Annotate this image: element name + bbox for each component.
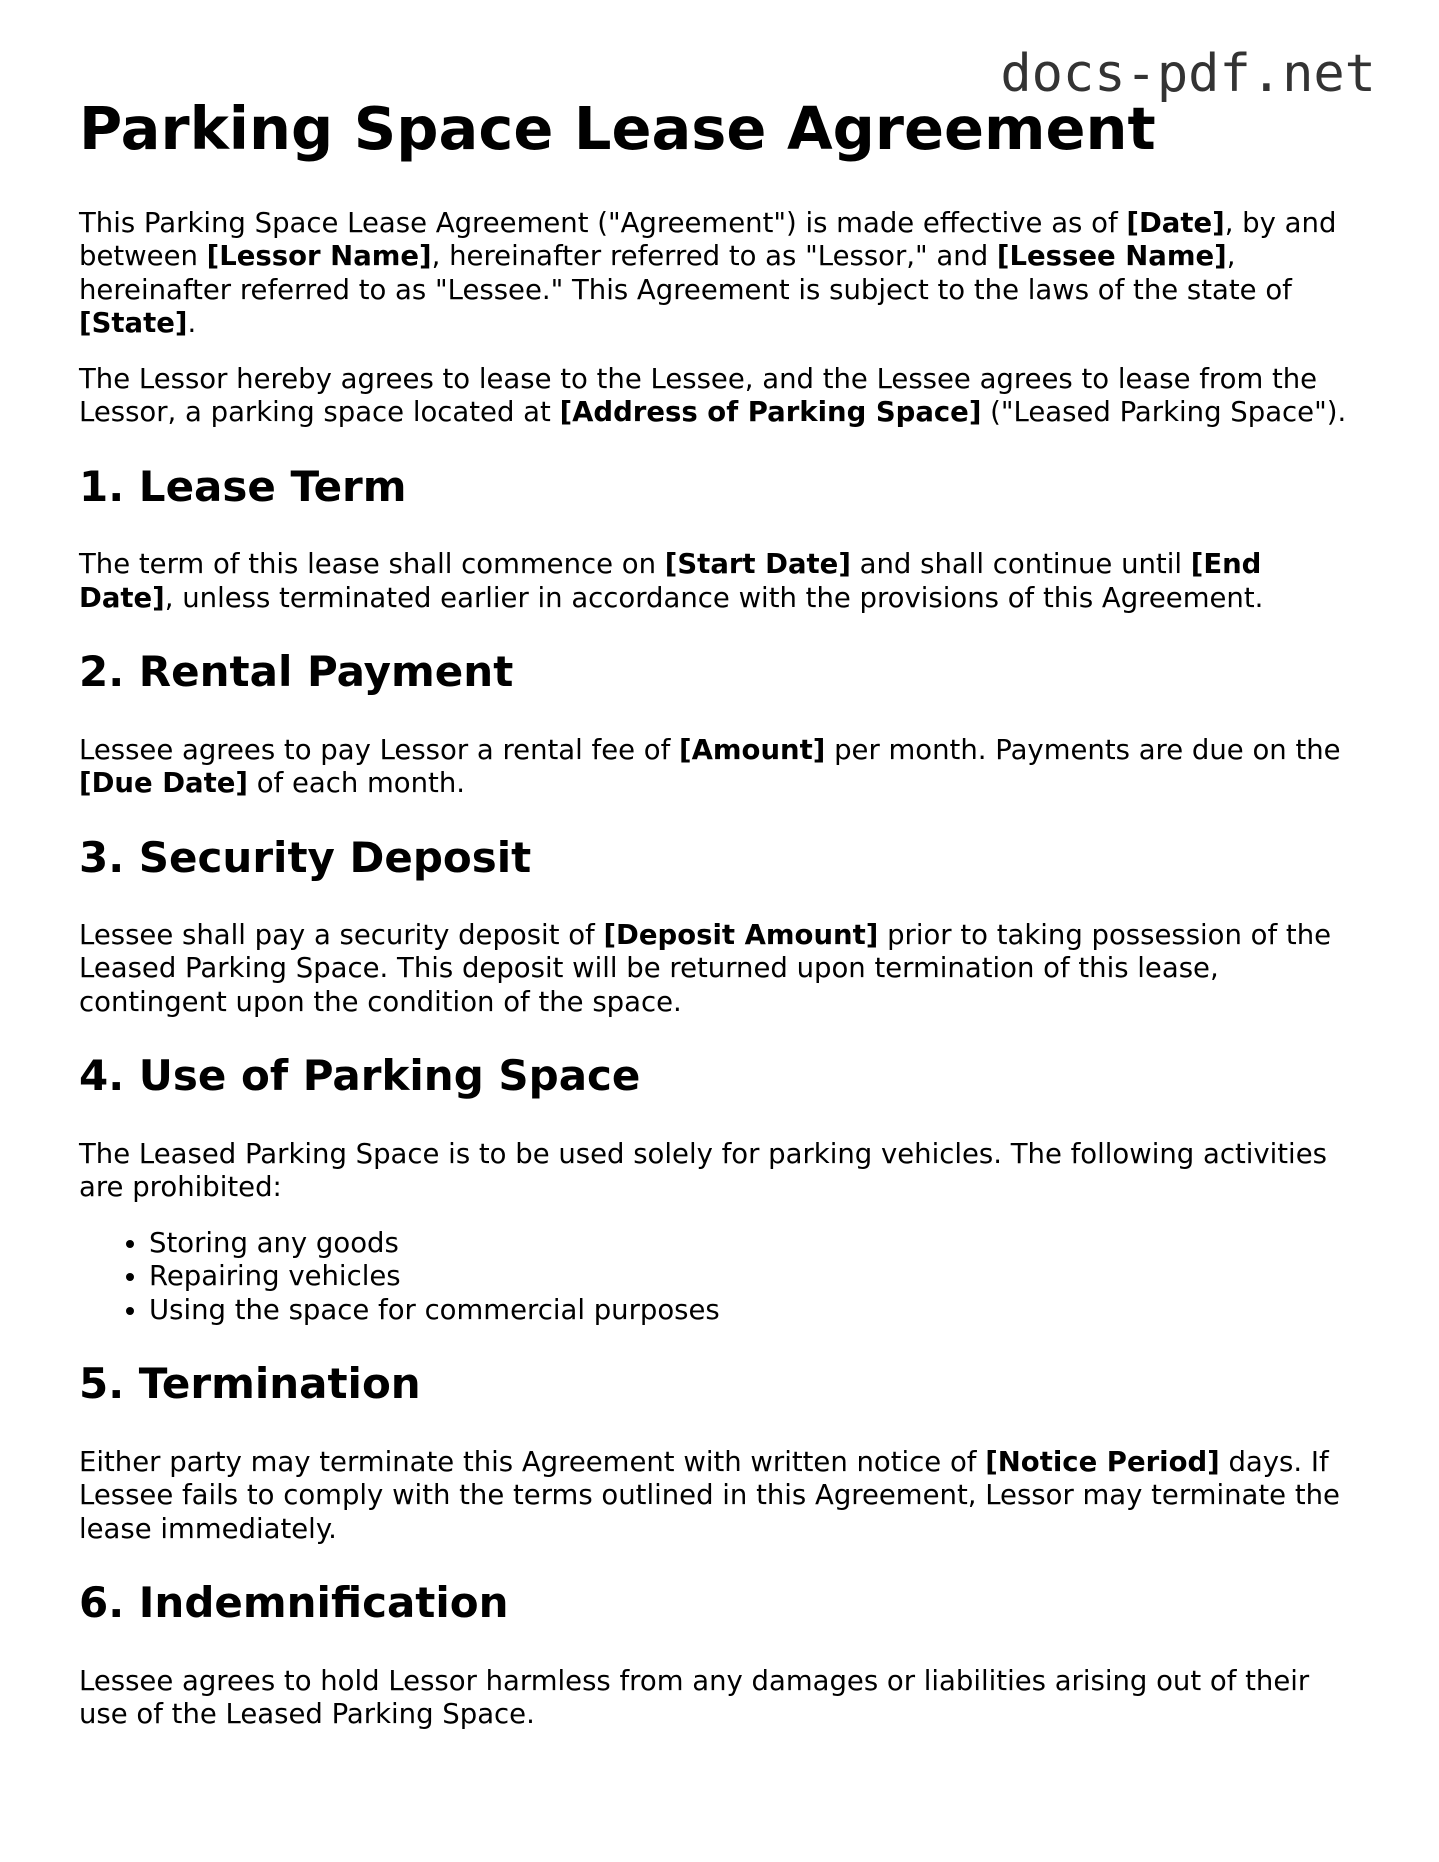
intro-paragraph-parties: This Parking Space Lease Agreement ("Agreement") is made effective as of [Date], by and between [Lessor Name], hereinafter referred to as "Lessor," and [Lessee Name], hereinafter referred to as "Lessee." This Agreement is subject to the laws of the state of [State]. <box>79 206 1337 340</box>
placeholder-amount: [Amount] <box>679 733 826 766</box>
placeholder-lessee-name: [Lessee Name] <box>996 240 1227 273</box>
section-body-indemnification: Lessee agrees to hold Lessor harmless from any damages or liabilities arising out of their use of the Leased Parking Space. <box>79 1664 1310 1731</box>
prohibited-activities-list <box>79 1227 1359 1328</box>
placeholder-deposit-amount: [Deposit Amount] <box>603 918 879 951</box>
section-body-rental-payment: Lessee agrees to pay Lessor a rental fee of [Amount] per month. Payments are due on the [Due Date] of each month. <box>79 733 1341 800</box>
section-body-use: The Leased Parking Space is to be used solely for parking vehicles. The following activities are prohibited: <box>79 1137 1327 1204</box>
section-heading-lease-term: 1. Lease Term <box>79 461 407 511</box>
section-body-lease-term: The term of this lease shall commence on [Start Date] and shall continue until [End Date], unless terminated earlier in accordance with the provisions of this Agreement. <box>79 548 1264 614</box>
list-item: • Using the space for commercial purposes <box>149 1294 1359 1328</box>
placeholder-state: [State] <box>79 307 188 340</box>
document-page <box>79 94 1359 1754</box>
section-heading-security-deposit: 3. Security Deposit <box>79 832 532 882</box>
placeholder-start-date: [Start Date] <box>664 548 851 581</box>
section-body-termination: Either party may terminate this Agreement with written notice of [Notice Period] days. If Lessee fails to comply with the terms outlined in this Agreement, Lessor may terminate the lease immediately. <box>79 1445 1340 1545</box>
placeholder-notice-period: [Notice Period] <box>985 1445 1220 1478</box>
list-item: • Storing any goods <box>149 1227 1359 1261</box>
placeholder-due-date: [Due Date] <box>79 767 248 800</box>
placeholder-lessor-name: [Lessor Name] <box>206 240 432 273</box>
placeholder-address: [Address of Parking Space] <box>559 396 982 429</box>
watermark: docs-pdf.net <box>1000 44 1376 104</box>
placeholder-end-date: [End Date] <box>79 548 1262 614</box>
section-heading-use: 4. Use of Parking Space <box>79 1051 641 1101</box>
section-heading-termination: 5. Termination <box>79 1359 421 1409</box>
section-heading-indemnification: 6. Indemnification <box>79 1578 509 1628</box>
placeholder-date: [Date] <box>1126 206 1225 239</box>
section-heading-rental-payment: 2. Rental Payment <box>79 647 514 697</box>
document-title: Parking Space Lease Agreement <box>79 94 1156 163</box>
list-item: • Repairing vehicles <box>149 1260 1359 1294</box>
section-body-security-deposit: Lessee shall pay a security deposit of [Deposit Amount] prior to taking possession of the Leased Parking Space. This deposit will be returned upon termination of this lease, contingent upon the condition of the space. <box>79 918 1332 1018</box>
intro-paragraph-premises: The Lessor hereby agrees to lease to the Lessee, and the Lessee agrees to lease from the Lessor, a parking space located at [Address of Parking Space] ("Leased Parking Space"). <box>79 362 1347 429</box>
